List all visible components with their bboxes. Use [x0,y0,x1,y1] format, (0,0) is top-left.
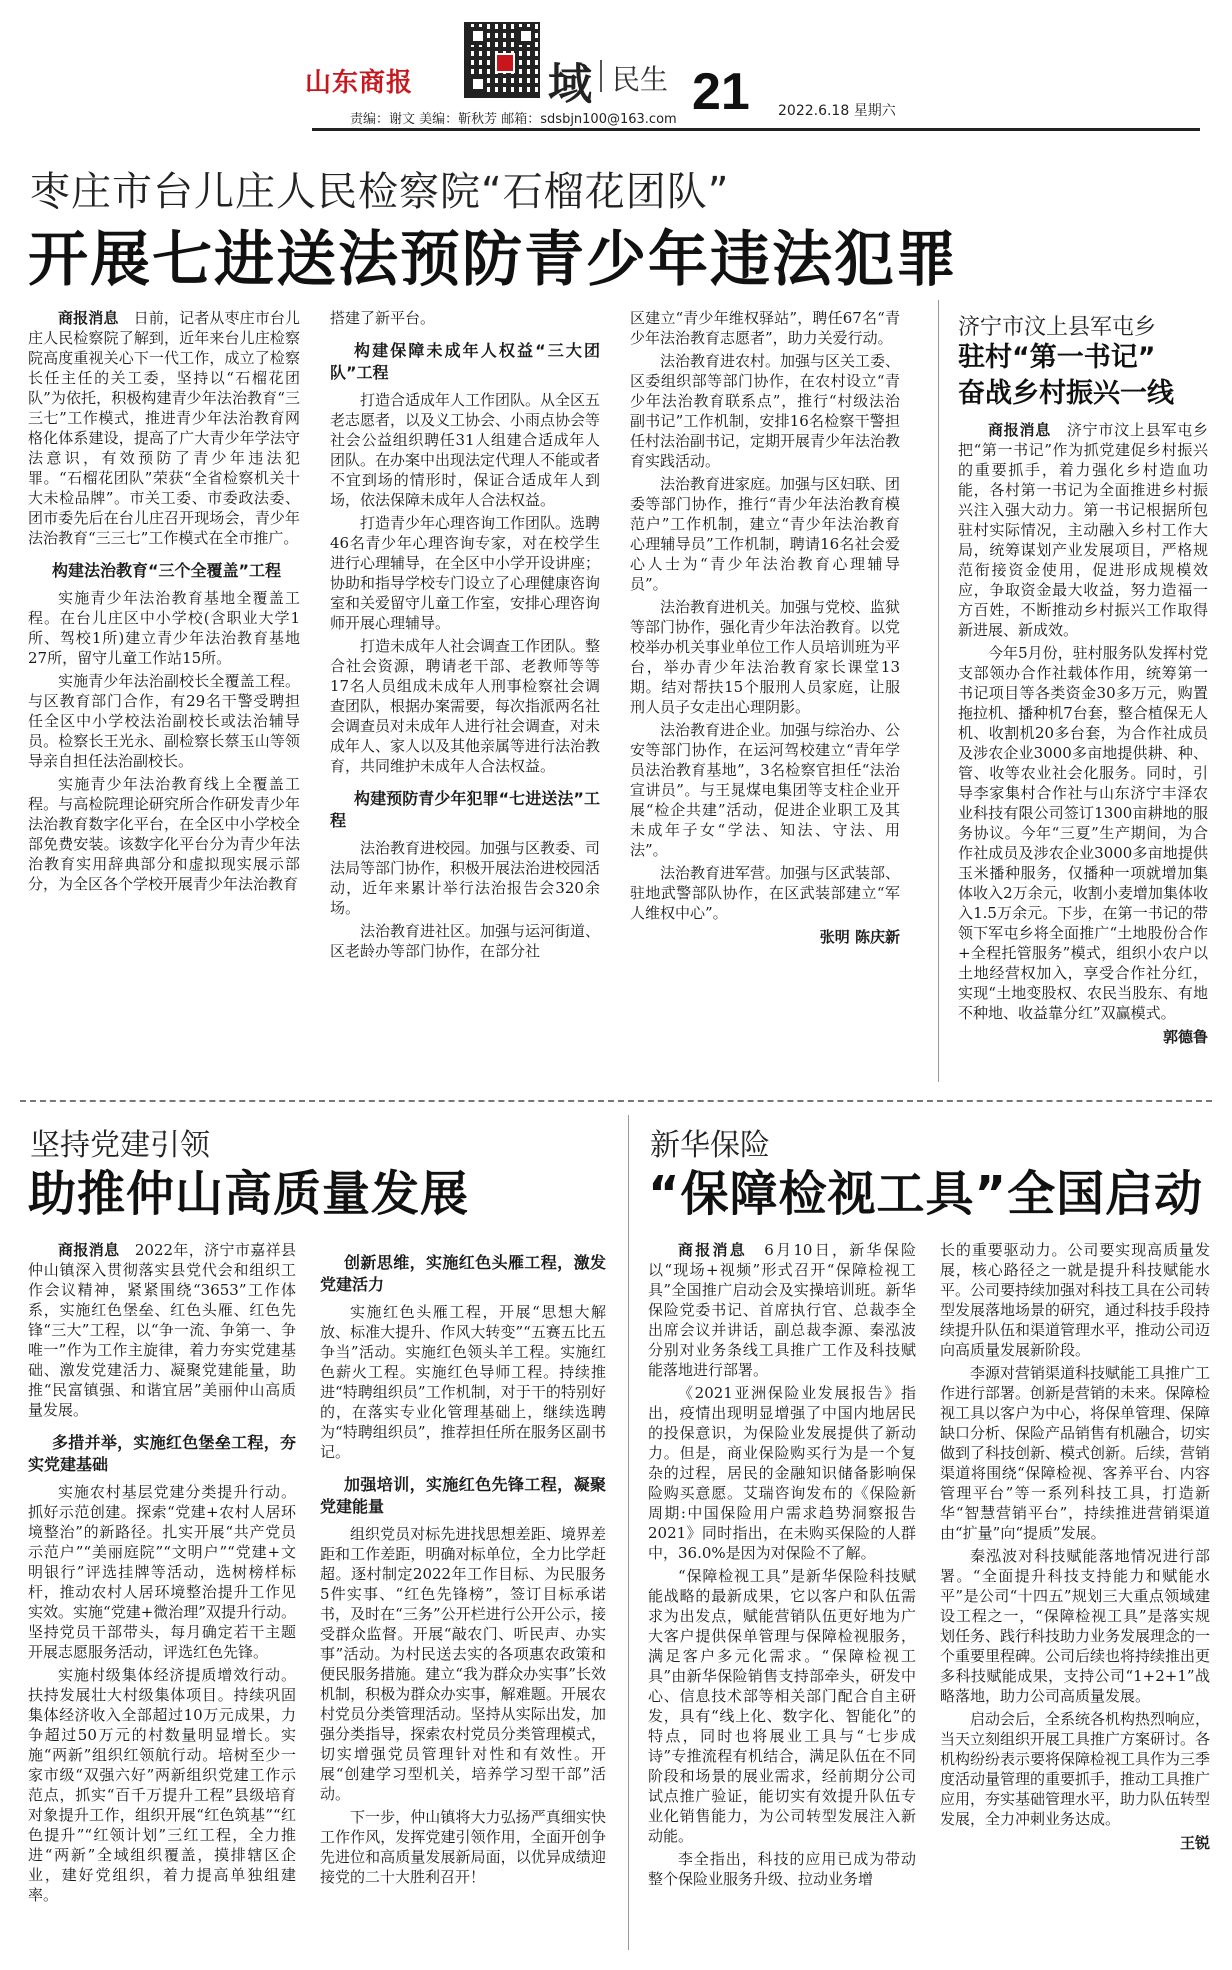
paragraph-text: 打造合适成年人工作团队。从全区五老志愿者，以及义工协会、小雨点协会等社会公益组织聘任31人组建合适成年人团队。在办案中出现法定代理人不能或者不宜到场的情形时，保证合适成年人到场，依法保障未成年人合法权益。 [330,391,600,509]
paragraph [940,1709,1210,1829]
section-name: 域 [548,59,592,110]
paragraph-text: 长的重要驱动力。公司要实现高质量发展，核心路径之一就是提升科技赋能水平。公司要持续加强对科技工具在公司转型发展落地场景的研究，通过科技手段持续提升队伍和渠道管理水平，推动公司迈向高质量发展新阶段。 [940,1241,1210,1359]
paragraph [648,1566,916,1846]
story2-headline-line1: 驻村“第一书记” [958,342,1156,373]
paragraph [630,863,900,923]
paragraph-text: 实施青少年法治教育基地全覆盖工程。在台儿庄区中小学校(含职业大学1所、驾校1所)建立青少年法治教育基地27所，留守儿童工作站15所。 [28,589,300,667]
story3-column-2 [320,1240,606,1940]
story4-column-1 [648,1240,916,1940]
section-separator [20,1100,1212,1102]
paragraph [630,308,900,348]
issue-date: 2022.6.18 星期六 [778,103,896,119]
paragraph-text: 实施红色头雁工程，开展“思想大解放、标准大提升、作风大转变”“五赛五比五争当”活动。实施红色领头羊工程。实施红色薪火工程。实施红色导师工程。持续推进“特聘组织员”工作机制，对于干的特别好的，在落实专业化管理基础上，继续选聘为“特聘组织员”，推荐担任所在服务区副书记。 [320,1303,606,1461]
paragraph [330,838,600,918]
editor-credits: 责编：谢文 美编：靳秋芳 邮箱：sdsbjn100@163.com [350,112,677,127]
paragraph [630,474,900,594]
column-divider [938,300,939,1082]
paragraph [648,1383,916,1563]
column-divider [628,1115,629,1950]
paragraph-text: 下一步，仲山镇将大力弘扬严真细实快工作作风，发挥党建引领作用，全面开创争先进位和高质量发展新局面，以优异成绩迎接党的二十大胜利召开！ [320,1808,606,1886]
paragraph [630,720,900,860]
paragraph [330,308,600,328]
paragraph-text: 法治教育进家庭。加强与区妇联、团委等部门协作，推行“青少年法治教育模范户”工作机制，建立“青少年法治教育心理辅导员”工作机制，聘请16名社会爱心人士为“青少年法治教育心理辅导员”。 [630,475,900,593]
masthead-rule [312,128,1200,131]
paragraph [28,1665,296,1905]
subheading: 构建法治教育“三个全覆盖”工程 [52,561,282,580]
paragraph [630,597,900,717]
paragraph [320,1302,606,1462]
qr-code-icon [464,22,540,98]
paragraph [940,1546,1210,1706]
byline: 张明 陈庆新 [819,928,900,946]
paragraph [320,1524,606,1804]
story4-kicker: 新华保险 [650,1128,770,1163]
story1-column-3 [630,308,900,1038]
paragraph [320,1807,606,1887]
paragraph-text: 秦泓波对科技赋能落地情况进行部署。“全面提升科技支持能力和赋能水平”是公司“十四五”规划三大重点领域建设工程之一，“保障检视工具”是落实规划任务、践行科技助力业务发展理念的一个重要里程碑。公司后续也将持续推出更多科技赋能成果，支持公司“1+2+1”战略落地，助力公司高质量发展。 [940,1547,1210,1705]
byline: 王锐 [1179,1834,1210,1852]
paragraph-text: 法治教育进企业。加强与综治办、公安等部门协作，在运河驾校建立“青年学员法治教育基地”，3名检察官担任“法治宣讲员”。与王晁煤电集团等支柱企业开展“检企共建”活动，促进企业职工及其未成年子女“学法、知法、守法、用法”。 [630,721,900,859]
dateline-tag: 商报消息 [58,1241,135,1259]
dateline-tag: 商报消息 [678,1241,765,1259]
paragraph-text: 李源对营销渠道科技赋能工具推广工作进行部署。创新是营销的未来。保障检视工具以客户为中心，将保单管理、保障缺口分析、保险产品销售有机融合，切实做到了科技创新、模式创新。后续，营销渠道将围绕“保障检视、客养平台、内容管理平台”等一系列科技工具，打造新华“智慧营销平台”，持续推进营销渠道由“扩量”向“提质”发展。 [940,1364,1210,1542]
subheading: 加强培训，实施红色先锋工程，凝聚党建能量 [320,1475,606,1516]
subheading: 多措并举，实施红色堡垒工程，夯实党建基础 [28,1433,296,1474]
story1-column-1 [28,308,300,1038]
subheading: 构建保障未成年人权益“三大团队”工程 [330,341,600,382]
paragraph [648,1240,916,1380]
paragraph-text: 法治教育进农村。加强与区关工委、区委组织部等部门协作，在农村设立“青少年法治教育联系点”，推行“村级法治副书记”工作机制，安排16名检察干警担任村法治副书记，定期开展青少年法治教育实践活动。 [630,352,900,470]
paragraph-text: 打造未成年人社会调查工作团队。整合社会资源，聘请老干部、老教师等等17名人员组成未成年人刑事检察社会调查团队，根据办案需要，每次指派两名社会调查员对未成年人进行社会调查，对未成年人、家人以及其他亲属等进行法治教育，共同维护未成年人合法权益。 [330,637,600,775]
paragraph [330,390,600,510]
story2-column [958,420,1208,1070]
paragraph [330,513,600,633]
story2-headline-line2: 奋战乡村振兴一线 [958,378,1174,409]
story3-headline: 助推仲山高质量发展 [28,1166,470,1222]
paragraph-text: 实施青少年法治副校长全覆盖工程。与区教育部门合作，有29名干警受聘担任全区中小学校法治副校长或法治辅导员。检察长王光永、副检察长蔡玉山等领导亲自担任法治副校长。 [28,672,300,770]
story4-headline: “保障检视工具”全国启动 [648,1166,1204,1222]
paragraph-text: 今年5月份，驻村服务队发挥村党支部领办合作社载体作用，统筹第一书记项目等各类资金30多万元，购置拖拉机、播种机7台套，整合植保无人机、收割机20多台套，为合作社成员及涉农企业3000多亩地提供耕、种、管、收等农业社会化服务。同时，引导李家集村合作社与山东济宁丰泽农业科技有限公司签订1300亩耕地的服务协议。今年“三夏”生产期间，为合作社成员及涉农企业3000多亩地提供玉米播种服务，仅播种一项就增加集体收入2万余元，收割小麦增加集体收入1.5万余元。下步，在第一书记的带领下军屯乡将全面推广“土地股份合作+全程托管服务”模式，组织小农户以土地经营权加入，享受合作社分红，实现“土地变股权、农民当股东、有地不种地、收益靠分红”双赢模式。 [958,644,1208,1022]
story1-column-2 [330,308,600,1038]
section-divider [600,60,602,92]
paragraph [28,1482,296,1662]
paragraph-text: 6月10日，新华保险以“现场+视频”形式召开“保障检视工具”全国推广启动会及实操培训班。新华保险党委书记、首席执行官、总裁李全出席会议并讲话，副总裁李源、秦泓波分别对业务条线工具推广工作及科技赋能落地进行部署。 [648,1241,916,1379]
story1-headline: 开展七进送法预防青少年违法犯罪 [28,225,958,295]
paragraph-text: 实施农村基层党建分类提升行动。抓好示范创建。探索“党建+农村人居环境整治”的新路径。扎实开展“共产党员示范户”“美丽庭院”“文明户”“党建+文明银行”评选挂牌等活动，选树榜样标杆，推动农村人居环境整治提升工作见实效。实施“党建+微治理”双提升行动。坚持党员干部带头，每月确定若干主题开展志愿服务活动，评选红色先锋。 [28,1483,296,1661]
story2-kicker: 济宁市汶上县军屯乡 [958,315,1157,340]
paragraph-text: 组织党员对标先进找思想差距、境界差距和工作差距，明确对标单位，全力比学赶超。逐村制定2022年工作目标、为民服务5件实事、“红色先锋榜”，签订目标承诺书，及时在“三务”公开栏进行公开公示，接受群众监督。开展“敲农门、听民声、办实事”活动。为村民送去实的各项惠农政策和便民服务措施。建立“我为群众办实事”长效机制，积极为群众办实事，解难题。开展农村党员分类管理活动。坚持从实际出发，加强分类指导，探索农村党员分类管理模式，切实增强党员管理针对性和有效性。开展“创建学习型机关，培养学习型干部”活动。 [320,1525,606,1803]
paragraph [630,351,900,471]
paragraph [648,1849,916,1889]
paragraph [28,671,300,771]
page-number: 21 [692,63,750,121]
paragraph-text: 法治教育进校园。加强与区教委、司法局等部门协作，积极开展法治进校园活动，近年来累计举行法治报告会320余场。 [330,839,600,917]
byline: 郭德鲁 [1162,1028,1208,1046]
paragraph-text: 实施村级集体经济提质增效行动。扶持发展壮大村级集体项目。持续巩固集体经济收入全部超过10万元成果，力争超过50万元的村数量明显增长。实施“两新”组织红领航行动。培树至少一家市级“双强六好”两新组织党建工作示范点，抓实“百千万提升工程”县级培育对象提升工作，组织开展“红色筑基”“红色提升”“红领计划”三红工程，全力推进“两新”全域组织覆盖，摸排辖区企业，建好党组织，着力提高单独组建率。 [28,1666,296,1904]
newspaper-brand: 山东商报 [305,68,414,98]
paragraph-text: 搭建了新平台。 [330,309,436,327]
subheading: 构建预防青少年犯罪“七进送法”工程 [330,789,600,830]
paragraph [330,921,600,961]
dateline-tag: 商报消息 [988,421,1067,439]
paragraph [28,774,300,894]
subsection-name: 民生 [612,63,669,96]
subheading: 创新思维，实施红色头雁工程，激发党建活力 [320,1253,606,1294]
paragraph [940,1363,1210,1543]
paragraph-text: 启动会后，全系统各机构热烈响应，当天立刻组织开展工具推广方案研讨。各机构纷纷表示要将保障检视工具作为三季度活动量管理的重要抓手，推动工具推广应用，夯实基础管理水平，助力队伍转型发展，全力冲刺业务达成。 [940,1710,1210,1828]
paragraph [28,1240,296,1420]
story3-column-1 [28,1240,296,1940]
paragraph-text: 《2021亚洲保险业发展报告》指出，疫情出现明显增强了中国内地居民的投保意识，为保险业发展提供了新动力。但是，商业保险购买行为是一个复杂的过程，居民的金融知识储备影响保险购买意愿。艾瑞咨询发布的《保险新周期:中国保险用户需求趋势洞察报告 2021》同时指出，在未购买保险的人群中，36.0%是因为对保险不了解。 [648,1384,916,1562]
story1-kicker: 枣庄市台儿庄人民检察院“石榴花团队” [30,169,730,215]
paragraph-text: 法治教育进社区。加强与运河街道、区老龄办等部门协作，在部分社 [330,922,600,960]
paragraph-text: 济宁市汶上县军屯乡把“第一书记”作为抓党建促乡村振兴的重要抓手，着力强化乡村造血功能，各村第一书记为全面推进乡村振兴注入强大动力。第一书记根据所包驻村实际情况，主动融入乡村工作大局，统筹谋划产业发展项目，严格规范衔接资金使用，促进形成规模效应，争取资金最大收益，努力造福一方百姓，不断推动乡村振兴工作取得新进展、新成效。 [958,421,1208,639]
paragraph-text: 李全指出，科技的应用已成为带动整个保险业服务升级、拉动业务增 [648,1850,916,1888]
paragraph-text: “保障检视工具”是新华保险科技赋能战略的最新成果，它以客户和队伍需求为出发点，赋能营销队伍更好地为广大客户提供保单管理与保障检视服务，满足客户多元化需求。“保障检视工具”由新华保险销售支持部牵头，研发中心、信息技术部等相关部门配合自主研发，具有“线上化、数字化、智能化”的特点，同时也将展业工具与“七步成诗”专推流程有机结合，满足队伍在不同阶段和场景的展业需求，经前期分公司试点推广验证，能切实有效提升队伍专业化销售能力，为公司转型发展注入新动能。 [648,1567,916,1845]
paragraph-text: 法治教育进机关。加强与党校、监狱等部门协作，强化青少年法治教育。以党校举办机关事业单位工作人员培训班为平台，举办青少年法治教育家长课堂13期。结对帮扶15个服刑人员家庭，让服刑人员子女走出心理阴影。 [630,598,900,716]
paragraph [28,588,300,668]
paragraph [958,643,1208,1023]
paragraph [958,420,1208,640]
story3-kicker: 坚持党建引领 [30,1128,210,1163]
paragraph-text: 区建立“青少年维权驿站”，聘任67名“青少年法治教育志愿者”，助力关爱行动。 [630,309,900,347]
paragraph-text: 实施青少年法治教育线上全覆盖工程。与高检院理论研究所合作研发青少年法治教育数字化平台，在全区中小学校全部免费安装。该数字化平台分为青少年法治教育实用辞典部分和虚拟现实展示部分，为全区各个学校开展青少年法治教育 [28,775,300,893]
paragraph [330,636,600,776]
paragraph-text: 日前，记者从枣庄市台儿庄人民检察院了解到，近年来台儿庄检察院高度重视关心下一代工作，成立了检察长任主任的关工委，坚持以“石榴花团队”为依托，积极构建青少年法治教育“三三七”工作模式，推进青少年法治教育网格化体系建设，提高了广大青少年学法守法意识，有效预防了青少年违法犯罪。“石榴花团队”荣获“全省检察机关十大未检品牌”。市关工委、市委政法委、团市委先后在台儿庄召开现场会，青少年法治教育“三三七”工作模式在全市推广。 [28,309,300,547]
paragraph-text: 2022年，济宁市嘉祥县仲山镇深入贯彻落实县党代会和组织工作会议精神，紧紧围绕“3653”工作体系，实施红色堡垒、红色头雁、红色先锋“三大”工程，以“争一流、争第一、争唯一”作为工作主旋律，着力夯实党建基础、激发党建活力、凝聚党建能量，助推“民富镇强、和谐宜居”美丽仲山高质量发展。 [28,1241,296,1419]
dateline-tag: 商报消息 [58,309,134,327]
paragraph-text: 法治教育进军营。加强与区武装部、驻地武警部队协作，在区武装部建立“军人维权中心”。 [630,864,900,922]
paragraph [28,308,300,548]
paragraph-text: 打造青少年心理咨询工作团队。选聘46名青少年心理咨询专家，对在校学生进行心理辅导，在全区中小学开设讲座；协助和指导学校专门设立了心理健康咨询室和关爱留守儿童工作室，安排心理咨询师开展心理辅导。 [330,514,600,632]
paragraph [940,1240,1210,1360]
story4-column-2 [940,1240,1210,1940]
